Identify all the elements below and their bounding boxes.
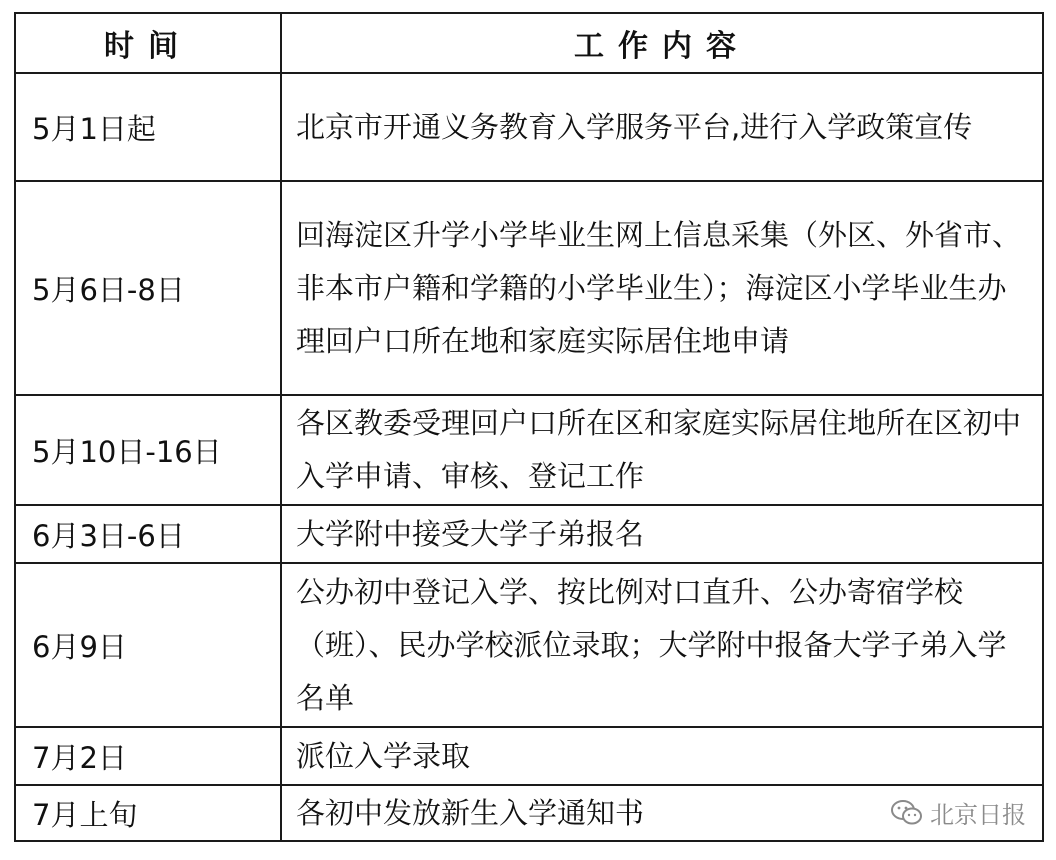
header-time: 时间 bbox=[15, 13, 281, 73]
row-time: 6月3日-6日 bbox=[15, 505, 281, 563]
watermark-text: 北京日报 bbox=[930, 801, 1026, 829]
row-content: 各初中发放新生入学通知书 bbox=[281, 785, 1043, 841]
row-content: 各区教委受理回户口所在区和家庭实际居住地所在区初中入学申请、审核、登记工作 bbox=[281, 395, 1043, 505]
row-time: 6月9日 bbox=[15, 563, 281, 727]
row-time: 5月6日-8日 bbox=[15, 181, 281, 395]
row-content: 大学附中接受大学子弟报名 bbox=[281, 505, 1043, 563]
row-time: 5月1日起 bbox=[15, 73, 281, 181]
header-content: 工作内容 bbox=[281, 13, 1043, 73]
row-time: 5月10日-16日 bbox=[15, 395, 281, 505]
row-time: 7月2日 bbox=[15, 727, 281, 785]
row-content: 公办初中登记入学、按比例对口直升、公办寄宿学校（班）、民办学校派位录取；大学附中报备大学子弟入学名单 bbox=[281, 563, 1043, 727]
table-row bbox=[15, 563, 1043, 727]
table-row bbox=[15, 727, 1043, 785]
table-row bbox=[15, 505, 1043, 563]
table-header-row bbox=[15, 13, 1043, 73]
table-row bbox=[15, 181, 1043, 395]
row-content: 派位入学录取 bbox=[281, 727, 1043, 785]
row-time: 7月上旬 bbox=[15, 785, 281, 841]
table-row bbox=[15, 73, 1043, 181]
admission-schedule-table bbox=[14, 12, 1044, 842]
row-content: 北京市开通义务教育入学服务平台,进行入学政策宣传 bbox=[281, 73, 1043, 181]
wechat-icon bbox=[890, 799, 924, 827]
row-content: 回海淀区升学小学毕业生网上信息采集（外区、外省市、非本市户籍和学籍的小学毕业生）；海淀区小学毕业生办理回户口所在地和家庭实际居住地申请 bbox=[281, 181, 1043, 395]
watermark bbox=[890, 795, 1026, 830]
table-row bbox=[15, 395, 1043, 505]
table-row bbox=[15, 785, 1043, 841]
